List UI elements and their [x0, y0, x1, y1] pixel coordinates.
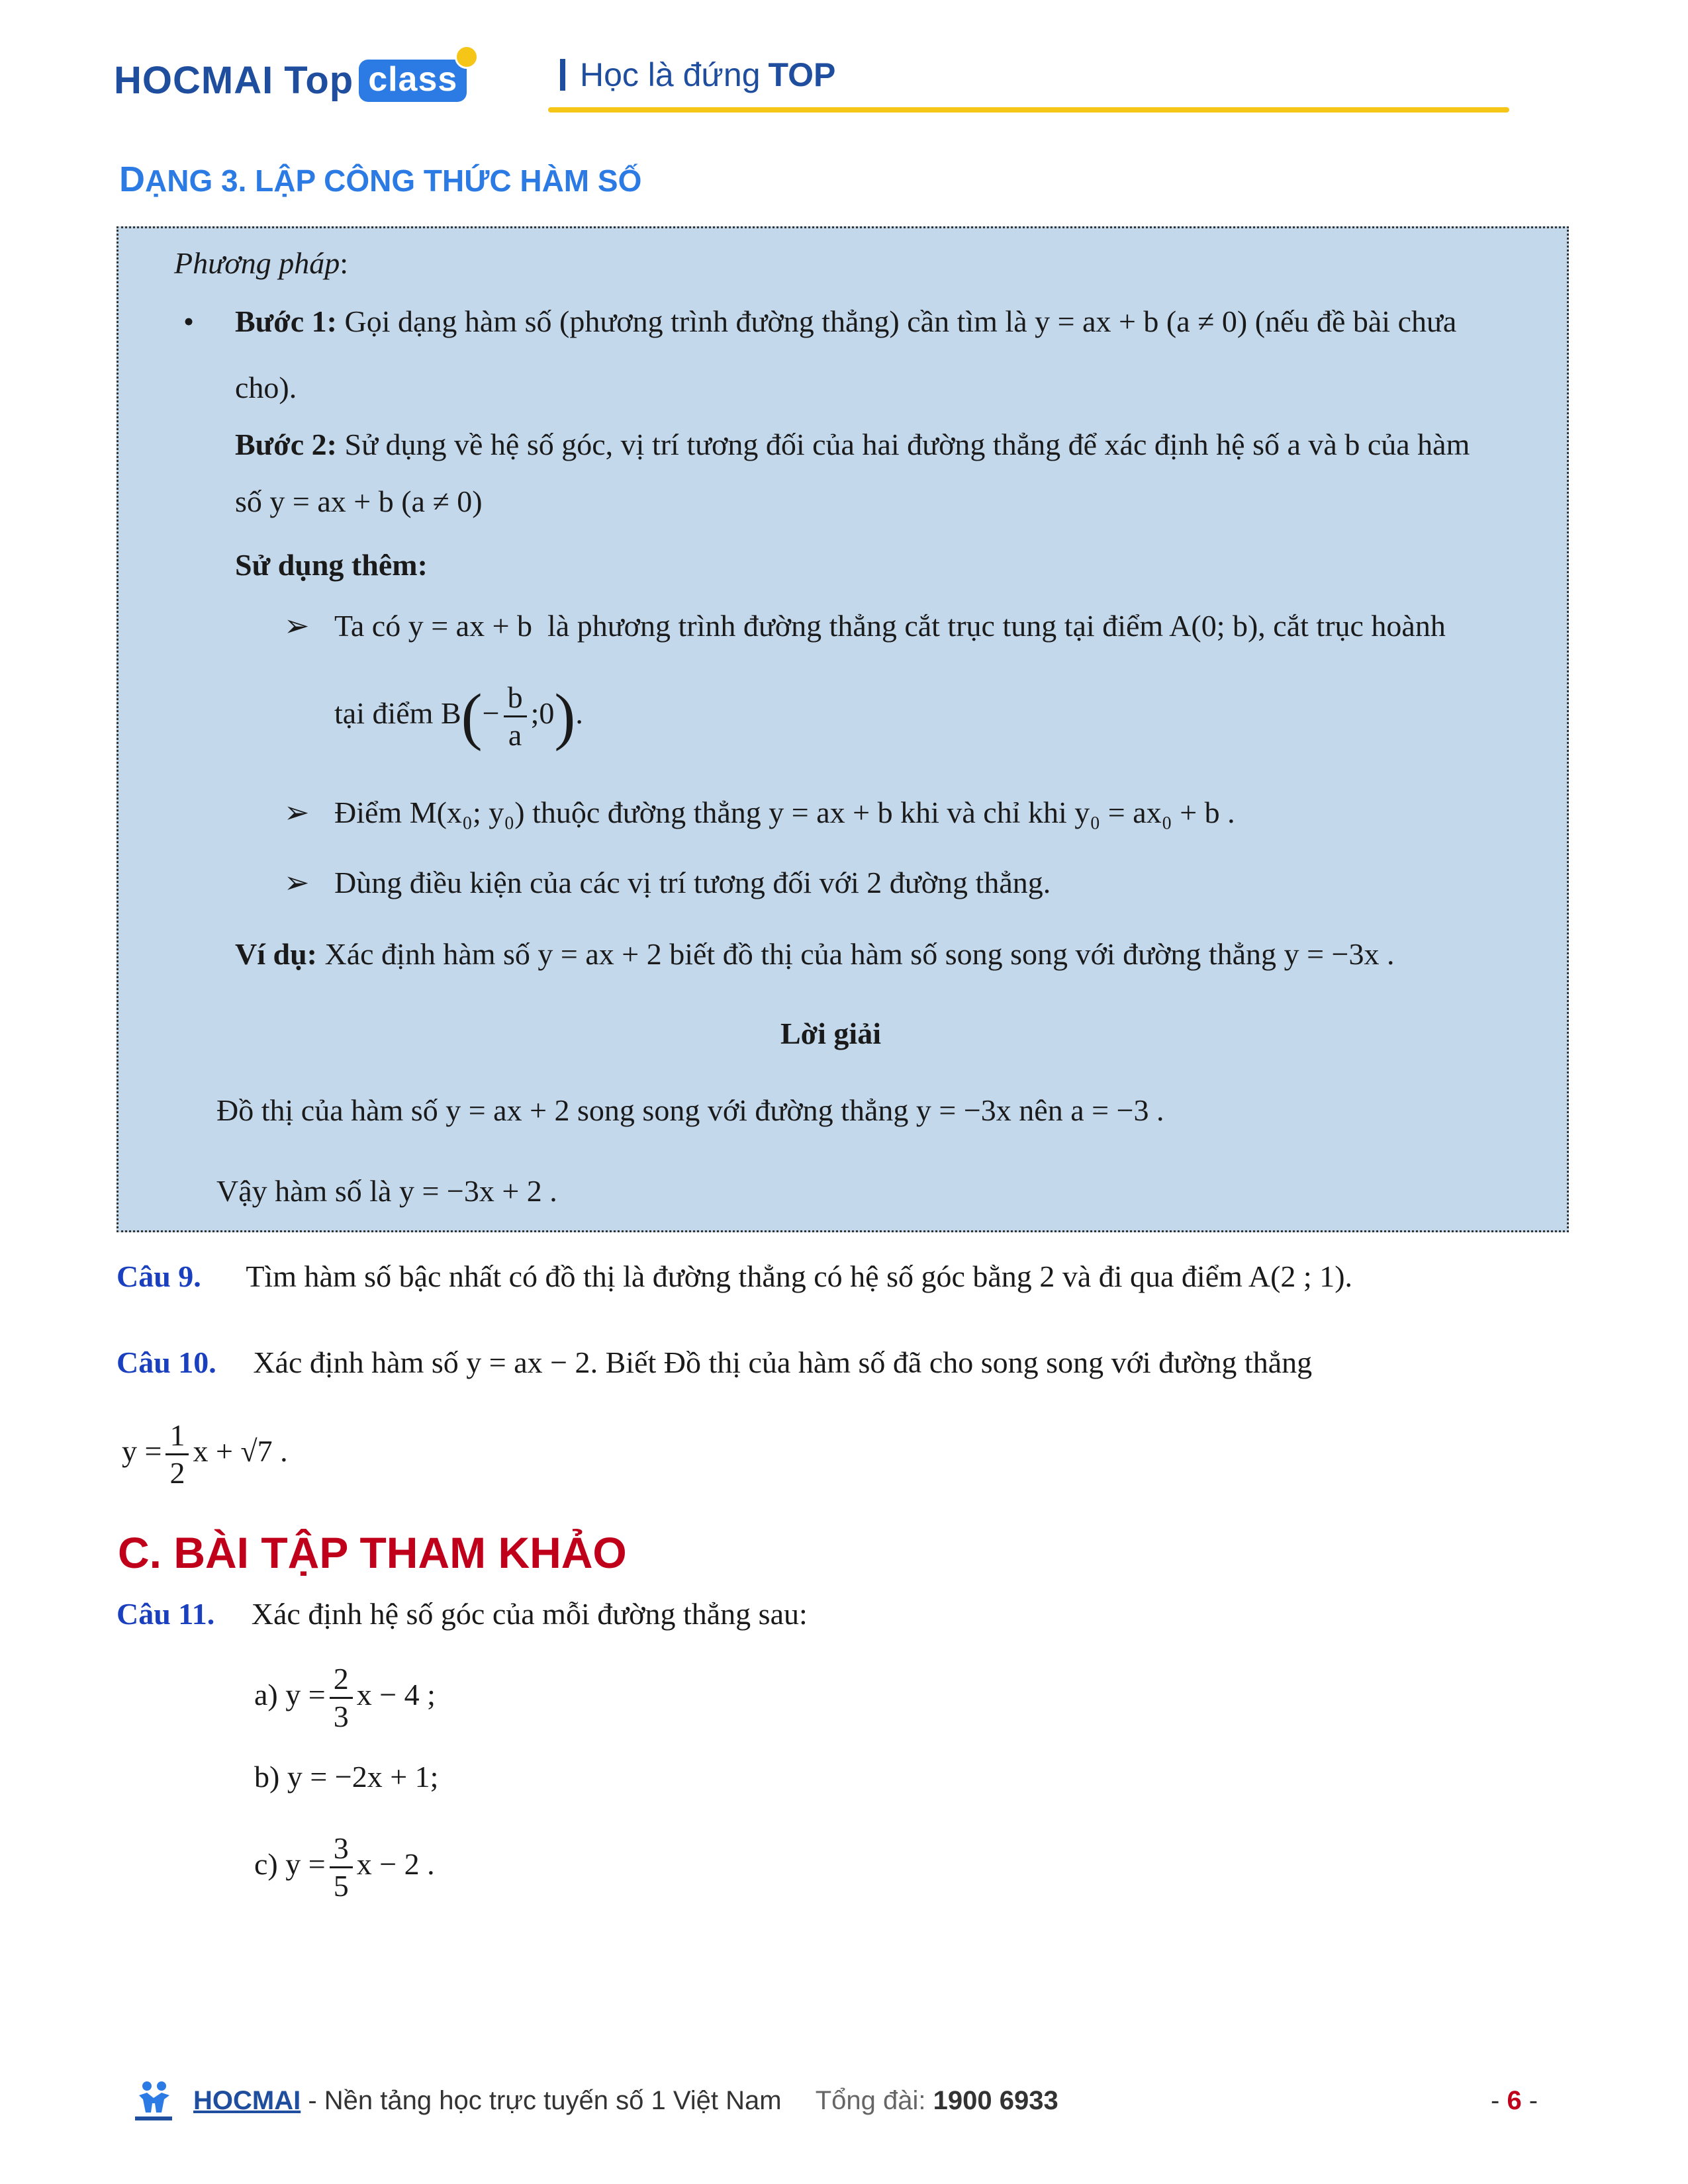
- step1-cont: cho).: [235, 371, 297, 404]
- question-11: Câu 11. Xác định hệ số góc của mỗi đường thẳng sau:: [117, 1597, 808, 1631]
- logo-star-icon: [455, 45, 479, 69]
- page-number: - 6 -: [1491, 2086, 1538, 2115]
- step2-cont: số y = ax + b (a ≠ 0): [235, 484, 483, 518]
- footer-hotline-number: 1900 6933: [933, 2086, 1058, 2115]
- footer: [193, 2086, 1058, 2116]
- logo-class: class: [359, 60, 467, 102]
- question-10-label: Câu 10.: [117, 1345, 216, 1379]
- extra-label: Sử dụng thêm:: [235, 548, 428, 582]
- footer-brand[interactable]: HOCMAI: [193, 2086, 301, 2115]
- header-underline: [548, 107, 1509, 113]
- two-thirds-fraction: $\frac{2}{3}$: [330, 1664, 353, 1732]
- step1-line: Bước 1: Gọi dạng hàm số (phương trình đường thẳng) cần tìm là y = ax + b (a ≠ 0) (nếu đề bài chưa: [235, 304, 1457, 338]
- logo-top: Top: [284, 59, 354, 102]
- hocmai-footer-logo-icon: [132, 2078, 175, 2124]
- three-fifths-fraction: $\frac{3}{5}$: [330, 1833, 353, 1901]
- footer-tagline: - Nền tảng học trực tuyến số 1 Việt Nam: [301, 2086, 782, 2115]
- slogan-prefix: Học là đứng: [580, 56, 761, 93]
- footer-hotline-label: Tổng đài:: [815, 2086, 926, 2115]
- solution-title: Lời giải: [780, 1017, 881, 1050]
- arrow-bullet-icon: ➢: [284, 796, 310, 829]
- slogan-top: TOP: [768, 56, 836, 93]
- section-title: DẠNG 3. LẬP CÔNG THỨC HÀM SỐ: [119, 159, 642, 199]
- q11-item-c: c) y = $\frac{3}{5}$ x − 2 .: [254, 1831, 435, 1903]
- bullet-dot: •: [183, 304, 195, 338]
- arrow-bullet-icon: ➢: [284, 866, 310, 899]
- question-10-cont: y = $\frac{1}{2}$ x + √7 .: [122, 1418, 288, 1490]
- slogan-divider: [560, 59, 565, 91]
- question-9-label: Câu 9.: [117, 1259, 201, 1293]
- method-heading: Phương pháp:: [174, 246, 349, 280]
- question-10: Câu 10. Xác định hàm số y = ax − 2. Biết Đồ thị của hàm số đã cho song song với đường thẳng: [117, 1345, 1313, 1379]
- example-line: Ví dụ: Xác định hàm số y = ax + 2 biết đồ thị của hàm số song song với đường thẳng y = −3x .: [235, 937, 1395, 971]
- solution-line-2: Vậy hàm số là y = −3x + 2 .: [216, 1174, 557, 1208]
- step2-line: Bước 2: Sử dụng về hệ số góc, vị trí tương đối của hai đường thẳng để xác định hệ số a và b của hàm: [235, 428, 1470, 461]
- bullet1-line: Ta có y = ax + b là phương trình đường thẳng cắt trục tung tại điểm A(0; b), cắt trục hoành: [334, 609, 1446, 643]
- slogan: [560, 56, 835, 94]
- bullet2-line: Điểm M(x₀; y₀) thuộc đường thẳng y = ax + b khi và chỉ khi y₀ = ax₀ + b .: [334, 796, 1235, 829]
- arrow-bullet-icon: ➢: [284, 609, 310, 643]
- section-c-title: C. BÀI TẬP THAM KHẢO: [118, 1528, 627, 1577]
- bullet3-line: Dùng điều kiện của các vị trí tương đối với 2 đường thẳng.: [334, 866, 1051, 899]
- question-11-label: Câu 11.: [117, 1597, 215, 1631]
- solution-line-1: Đồ thị của hàm số y = ax + 2 song song với đường thẳng y = −3x nên a = −3 .: [216, 1093, 1164, 1127]
- hocmai-logo: [114, 58, 467, 103]
- b-over-a-fraction: $\frac{b}{a}$: [504, 682, 527, 751]
- q11-item-b: b) y = −2x + 1;: [254, 1760, 439, 1794]
- q11-item-a: a) y = $\frac{2}{3}$ x − 4 ;: [254, 1662, 436, 1733]
- logo-main: HOCMAI: [114, 59, 274, 102]
- method-box: [117, 226, 1569, 1232]
- one-half-fraction: $\frac{1}{2}$: [165, 1420, 189, 1488]
- bullet1-cont: tại điểm B(− $\frac{b}{a}$ ;0).: [334, 680, 583, 752]
- question-9: Câu 9. Tìm hàm số bậc nhất có đồ thị là đường thẳng có hệ số góc bằng 2 và đi qua điểm A(2 ; 1).: [117, 1259, 1353, 1293]
